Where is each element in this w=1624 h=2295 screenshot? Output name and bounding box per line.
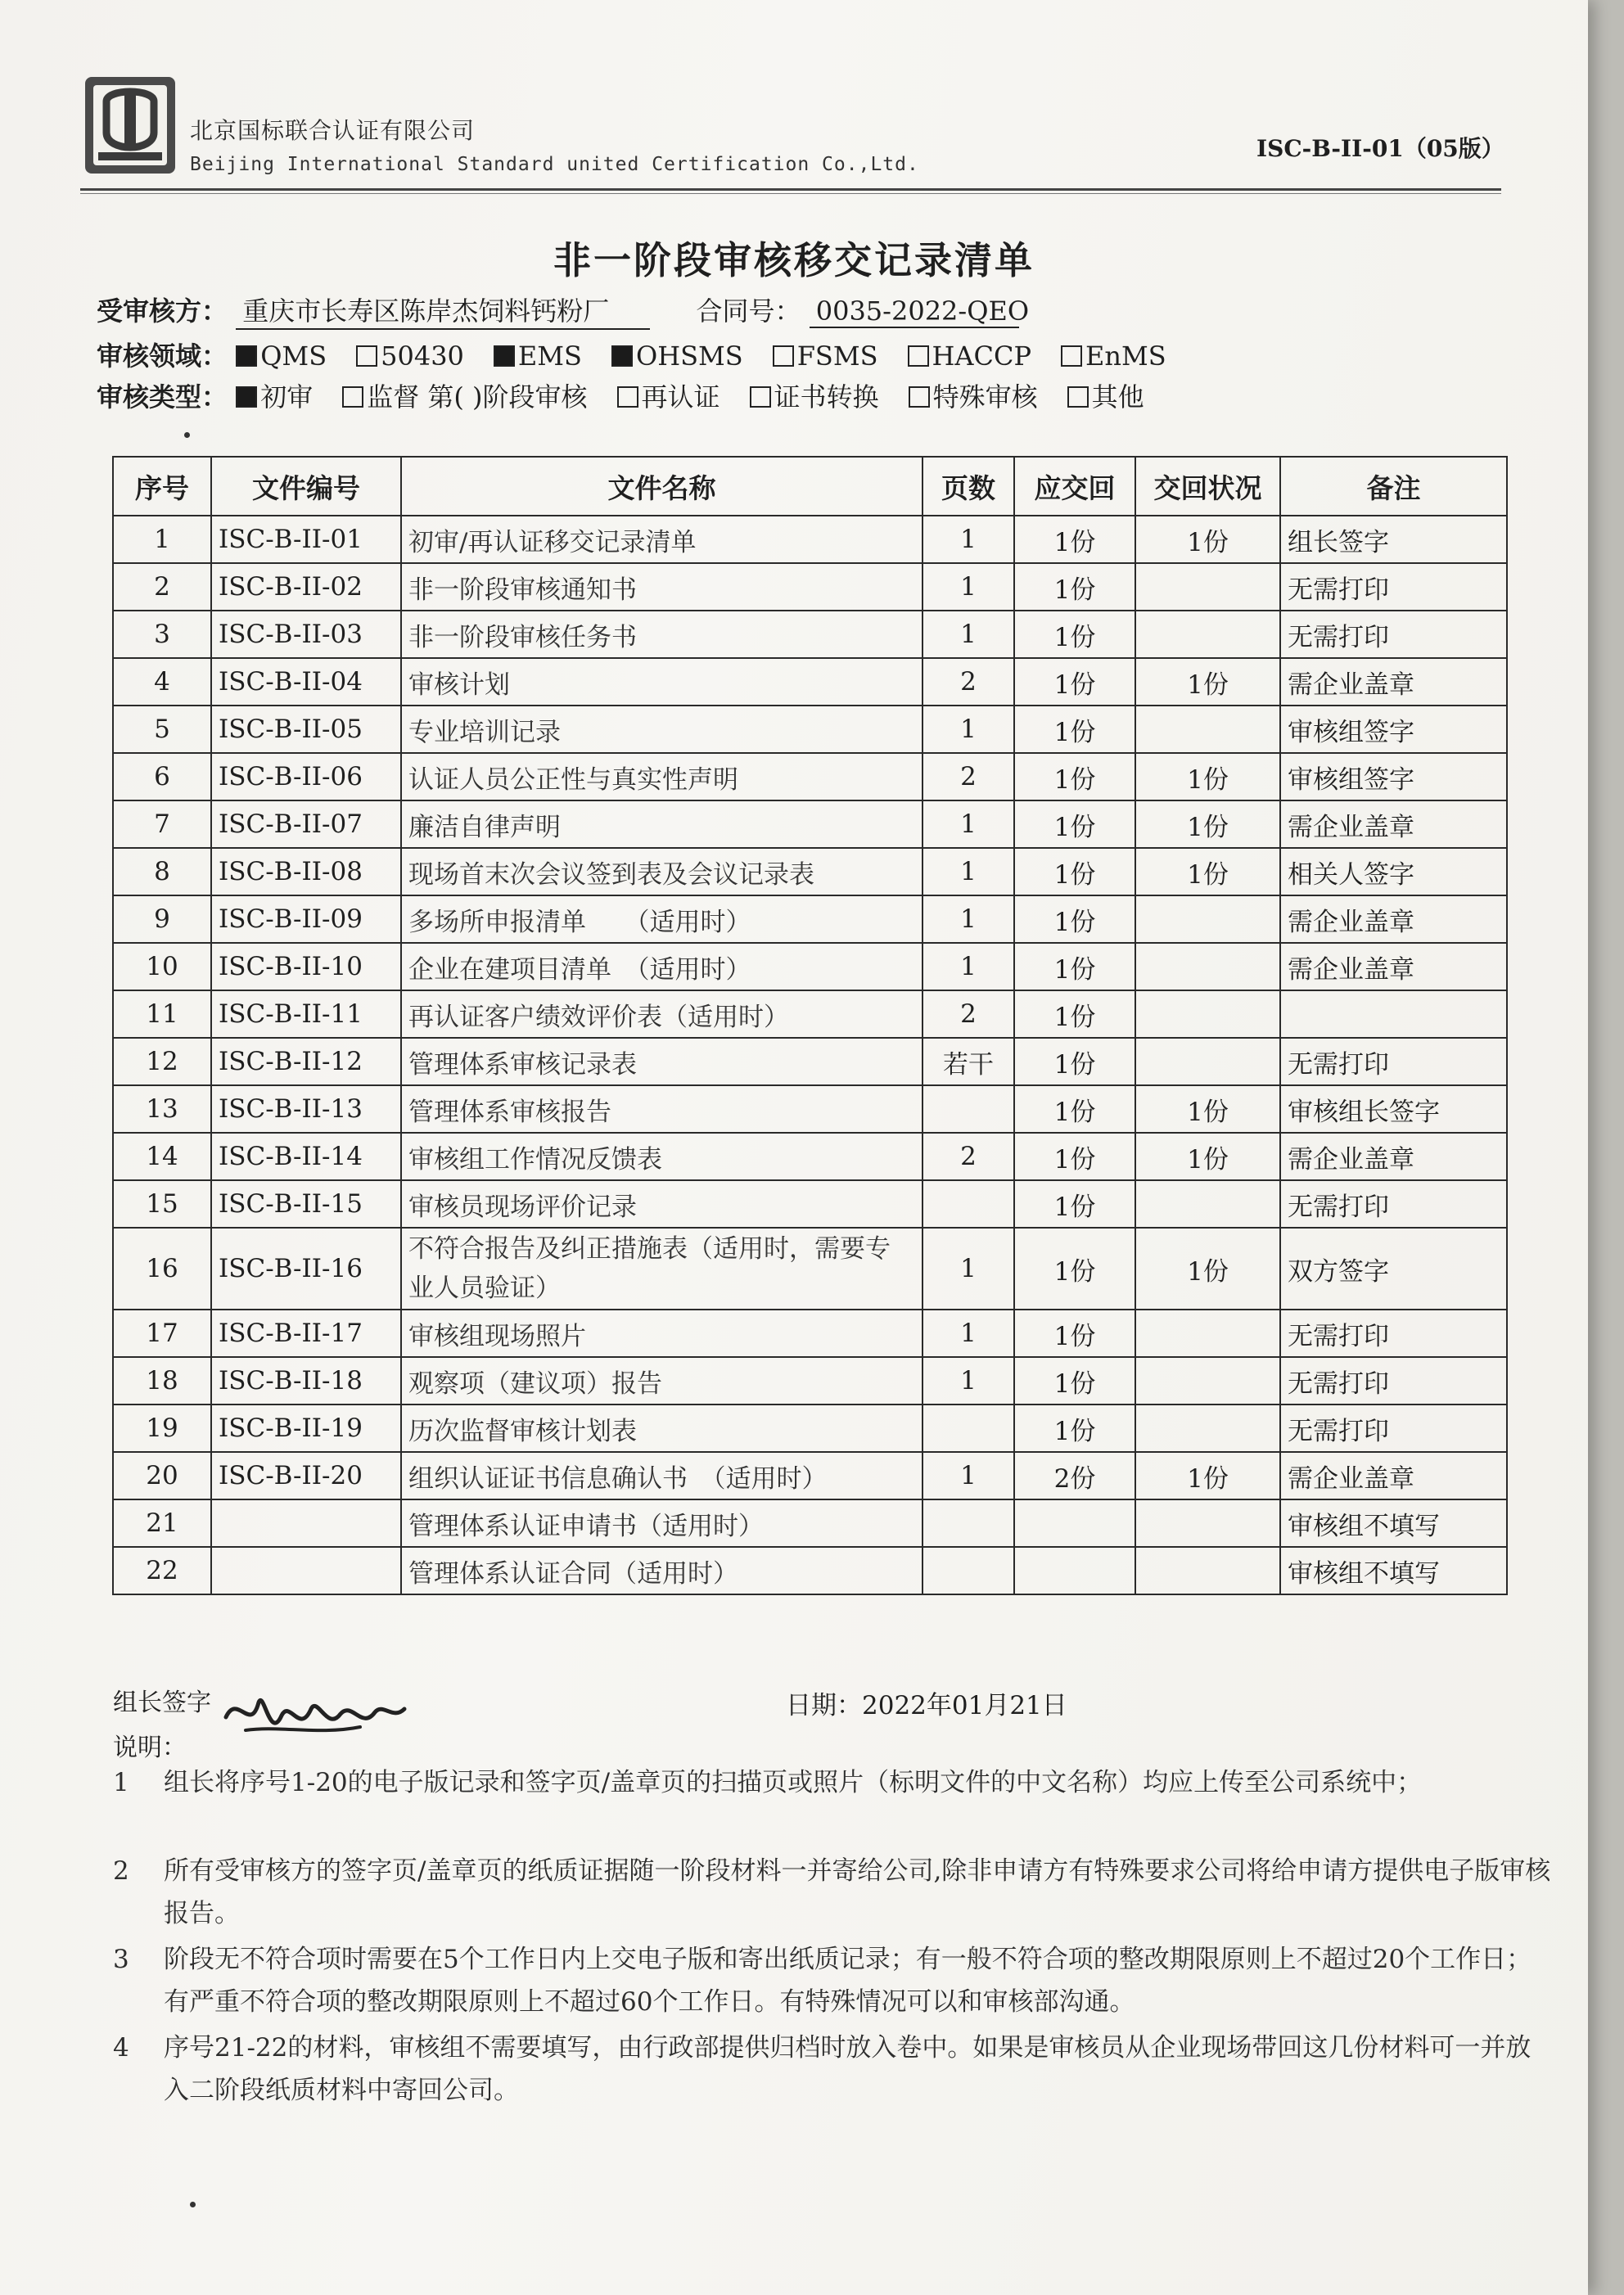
cell-pages: 1: [923, 800, 1014, 848]
table-row: [113, 1133, 1507, 1180]
cell-code: ISC-B-II-01: [211, 516, 401, 563]
table-row: [113, 611, 1507, 658]
cell-remark: 无需打印: [1280, 1405, 1507, 1452]
audit-domain-row: [97, 336, 1196, 373]
contract-label: 合同号：: [696, 295, 801, 327]
table-row: [113, 1452, 1507, 1499]
audit-domain-label: 审核领域：: [97, 340, 228, 372]
table-row: [113, 1310, 1507, 1357]
cell-name: 管理体系认证合同（适用时）: [401, 1547, 923, 1594]
cell-remark: 无需打印: [1280, 1038, 1507, 1085]
checkbox-icon[interactable]: [1061, 345, 1082, 367]
speck: [184, 432, 190, 438]
audit-domain-option[interactable]: [1061, 340, 1166, 372]
cell-returned: 1份: [1135, 753, 1280, 800]
note-item: [113, 1761, 1555, 1804]
cell-code: ISC-B-II-03: [211, 611, 401, 658]
checkbox-icon[interactable]: [617, 386, 638, 408]
cell-remark: 无需打印: [1280, 563, 1507, 611]
cell-no: 1: [113, 516, 211, 563]
cell-no: 13: [113, 1085, 211, 1133]
col-header-name: 文件名称: [401, 457, 923, 516]
audit-domain-option-label: HACCP: [932, 340, 1032, 372]
audit-domain-option[interactable]: [908, 340, 1032, 372]
header-rule: [80, 188, 1501, 191]
audit-type-option[interactable]: [750, 381, 879, 413]
cell-code: ISC-B-II-07: [211, 800, 401, 848]
cell-pages: 2: [923, 658, 1014, 706]
note-item: [113, 2027, 1555, 2112]
cell-due: 1份: [1014, 1038, 1135, 1085]
cell-remark: 需企业盖章: [1280, 943, 1507, 990]
cell-due: 1份: [1014, 753, 1135, 800]
cell-code: ISC-B-II-20: [211, 1452, 401, 1499]
transfer-record-table: [112, 456, 1508, 1595]
cell-code: ISC-B-II-05: [211, 706, 401, 753]
cell-due: 1份: [1014, 848, 1135, 895]
cell-name: 企业在建项目清单 （适用时）: [401, 943, 923, 990]
form-code: ISC-B-II-01（05版）: [1256, 135, 1504, 162]
note-text: 所有受审核方的签字页/盖章页的纸质证据随一阶段材料一并寄给公司,除非申请方有特殊要求公司将给申请方提供电子版审核报告。: [164, 1856, 1551, 1928]
cell-pages: [923, 1405, 1014, 1452]
cell-code: [211, 1547, 401, 1594]
note-number: 1: [113, 1768, 129, 1797]
cell-code: ISC-B-II-04: [211, 658, 401, 706]
checkbox-icon[interactable]: [236, 345, 257, 367]
cell-code: ISC-B-II-13: [211, 1085, 401, 1133]
cell-name: 审核组现场照片: [401, 1310, 923, 1357]
cell-no: 21: [113, 1499, 211, 1547]
cell-pages: 1: [923, 848, 1014, 895]
cell-remark: [1280, 990, 1507, 1038]
note-text: 序号21-22的材料，审核组不需要填写，由行政部提供归档时放入卷中。如果是审核员从企业现场带回这几份材料可一并放入二阶段纸质材料中寄回公司。: [164, 2033, 1532, 2105]
cell-no: 12: [113, 1038, 211, 1085]
cell-remark: 无需打印: [1280, 1357, 1507, 1405]
cell-no: 5: [113, 706, 211, 753]
cell-name: 专业培训记录: [401, 706, 923, 753]
cell-no: 2: [113, 563, 211, 611]
checkbox-icon[interactable]: [773, 345, 794, 367]
cell-returned: [1135, 1547, 1280, 1594]
cell-returned: [1135, 1499, 1280, 1547]
cell-due: 1份: [1014, 611, 1135, 658]
cell-no: 10: [113, 943, 211, 990]
cell-returned: [1135, 1310, 1280, 1357]
cell-no: 9: [113, 895, 211, 943]
cell-pages: [923, 1085, 1014, 1133]
table-row: [113, 1499, 1507, 1547]
cell-name: 审核计划: [401, 658, 923, 706]
note-item: [113, 1938, 1555, 2023]
cell-code: ISC-B-II-19: [211, 1405, 401, 1452]
speck: [190, 2202, 196, 2207]
cell-no: 11: [113, 990, 211, 1038]
audit-domain-option[interactable]: [611, 340, 743, 372]
audit-domain-option[interactable]: [236, 340, 327, 372]
cell-name: 多场所申报清单 （适用时）: [401, 895, 923, 943]
cell-name: 管理体系审核记录表: [401, 1038, 923, 1085]
cell-no: 22: [113, 1547, 211, 1594]
table-header-row: [113, 457, 1507, 516]
cell-name: 管理体系审核报告: [401, 1085, 923, 1133]
cell-returned: 1份: [1135, 848, 1280, 895]
company-logo: [82, 74, 178, 177]
note-number: 4: [113, 2033, 129, 2063]
table-row: [113, 1357, 1507, 1405]
checkbox-icon[interactable]: [909, 386, 930, 408]
audit-domain-option[interactable]: [773, 340, 878, 372]
audit-type-option[interactable]: [617, 381, 720, 413]
table-row: [113, 1038, 1507, 1085]
col-header-due: 应交回: [1014, 457, 1135, 516]
cell-pages: 1: [923, 1228, 1014, 1310]
audit-type-label: 审核类型：: [97, 381, 228, 413]
cell-name: 管理体系认证申请书（适用时）: [401, 1499, 923, 1547]
cell-remark: 需企业盖章: [1280, 895, 1507, 943]
audit-type-option[interactable]: [236, 381, 313, 413]
cell-name: 认证人员公正性与真实性声明: [401, 753, 923, 800]
cell-returned: [1135, 611, 1280, 658]
cell-name: 廉洁自律声明: [401, 800, 923, 848]
audit-domain-options: [236, 340, 1196, 372]
cell-no: 14: [113, 1133, 211, 1180]
cell-code: ISC-B-II-18: [211, 1357, 401, 1405]
table-row: [113, 753, 1507, 800]
cell-returned: [1135, 990, 1280, 1038]
audit-domain-option-label: FSMS: [796, 340, 878, 372]
audit-type-row: [97, 376, 1174, 414]
cell-pages: 1: [923, 611, 1014, 658]
table-row: [113, 1085, 1507, 1133]
cell-due: 1份: [1014, 1180, 1135, 1228]
audit-type-option-label: 证书转换: [774, 381, 879, 413]
col-header-remark: 备注: [1280, 457, 1507, 516]
checkbox-icon[interactable]: [342, 386, 363, 408]
cell-pages: 1: [923, 1357, 1014, 1405]
audit-domain-option-label: QMS: [260, 340, 327, 372]
cell-due: 1份: [1014, 943, 1135, 990]
cell-name: 现场首末次会议签到表及会议记录表: [401, 848, 923, 895]
cell-code: ISC-B-II-08: [211, 848, 401, 895]
cell-due: 1份: [1014, 1133, 1135, 1180]
cell-returned: [1135, 1357, 1280, 1405]
cell-no: 17: [113, 1310, 211, 1357]
cell-returned: 1份: [1135, 1452, 1280, 1499]
auditee-row: [97, 291, 1030, 330]
cell-remark: 需企业盖章: [1280, 1133, 1507, 1180]
cell-returned: 1份: [1135, 1085, 1280, 1133]
cell-no: 19: [113, 1405, 211, 1452]
cell-due: 1份: [1014, 563, 1135, 611]
cell-remark: 双方签字: [1280, 1228, 1507, 1310]
col-header-returned: 交回状况: [1135, 457, 1280, 516]
sign-date: 日期：2022年01月21日: [786, 1691, 1067, 1720]
cell-due: 1份: [1014, 1085, 1135, 1133]
cell-code: ISC-B-II-14: [211, 1133, 401, 1180]
cell-pages: 1: [923, 1452, 1014, 1499]
cell-pages: [923, 1499, 1014, 1547]
table-body: [113, 516, 1507, 1594]
cell-name: 非一阶段审核通知书: [401, 563, 923, 611]
leader-sign-label: 组长签字: [113, 1689, 211, 1717]
cell-name: 初审/再认证移交记录清单: [401, 516, 923, 563]
table-row: [113, 800, 1507, 848]
company-name-cn: 北京国标联合认证有限公司: [190, 117, 476, 144]
audit-domain-option[interactable]: [494, 340, 582, 372]
audit-type-option-label: 特殊审核: [932, 381, 1038, 413]
cell-due: 1份: [1014, 1405, 1135, 1452]
cell-code: ISC-B-II-15: [211, 1180, 401, 1228]
cell-no: 20: [113, 1452, 211, 1499]
cell-due: 1份: [1014, 895, 1135, 943]
table-row: [113, 1180, 1507, 1228]
cell-returned: [1135, 563, 1280, 611]
leader-signature: [221, 1684, 409, 1750]
company-name-en: Beijing International Standard united Certification Co.,Ltd.: [190, 154, 919, 175]
contract-value: 0035-2022-QEO: [810, 295, 1019, 328]
cell-name: 非一阶段审核任务书: [401, 611, 923, 658]
table-row: [113, 1547, 1507, 1594]
cell-no: 18: [113, 1357, 211, 1405]
cell-pages: 1: [923, 895, 1014, 943]
cell-returned: 1份: [1135, 658, 1280, 706]
audit-type-option[interactable]: [1067, 381, 1144, 413]
cell-pages: 2: [923, 990, 1014, 1038]
audit-domain-option[interactable]: [356, 340, 464, 372]
cell-returned: [1135, 1405, 1280, 1452]
cell-remark: 审核组签字: [1280, 706, 1507, 753]
cell-name: 审核组工作情况反馈表: [401, 1133, 923, 1180]
cell-pages: 1: [923, 943, 1014, 990]
note-item: [113, 1850, 1555, 1935]
cell-code: ISC-B-II-17: [211, 1310, 401, 1357]
table-row: [113, 706, 1507, 753]
cell-due: 1份: [1014, 990, 1135, 1038]
cell-code: ISC-B-II-10: [211, 943, 401, 990]
document-title: 非一阶段审核移交记录清单: [553, 238, 1035, 282]
auditee-value: 重庆市长寿区陈岸杰饲料钙粉厂: [236, 291, 650, 330]
cell-remark: 需企业盖章: [1280, 658, 1507, 706]
cell-name: 再认证客户绩效评价表（适用时）: [401, 990, 923, 1038]
cell-code: ISC-B-II-09: [211, 895, 401, 943]
notes-label: 说明：: [113, 1734, 187, 1762]
audit-domain-option-label: EMS: [517, 340, 582, 372]
table-row: [113, 658, 1507, 706]
table-row: [113, 848, 1507, 895]
auditee-label: 受审核方：: [97, 295, 228, 327]
checkbox-icon[interactable]: [1067, 386, 1089, 408]
audit-domain-option-label: 50430: [381, 340, 464, 372]
cell-name: 观察项（建议项）报告: [401, 1357, 923, 1405]
cell-returned: 1份: [1135, 1133, 1280, 1180]
audit-domain-option-label: EnMS: [1085, 340, 1166, 372]
checkbox-icon[interactable]: [356, 345, 377, 367]
cell-code: ISC-B-II-02: [211, 563, 401, 611]
cell-code: ISC-B-II-12: [211, 1038, 401, 1085]
cell-pages: 1: [923, 1310, 1014, 1357]
audit-type-option-label: 其他: [1091, 381, 1144, 413]
cell-returned: [1135, 1038, 1280, 1085]
cell-remark: 审核组长签字: [1280, 1085, 1507, 1133]
header-rule-thin: [80, 193, 1501, 194]
note-text: 阶段无不符合项时需要在5个工作日内上交电子版和寄出纸质记录；有一般不符合项的整改期限原则上不超过20个工作日；有严重不符合项的整改期限原则上不超过60个工作日。有特殊情况可以和审核部沟通。: [164, 1945, 1532, 2017]
cell-no: 15: [113, 1180, 211, 1228]
cell-remark: 组长签字: [1280, 516, 1507, 563]
table-row: [113, 895, 1507, 943]
cell-name: 组织认证证书信息确认书 （适用时）: [401, 1452, 923, 1499]
cell-remark: 审核组不填写: [1280, 1499, 1507, 1547]
cell-remark: 相关人签字: [1280, 848, 1507, 895]
cell-code: ISC-B-II-06: [211, 753, 401, 800]
checkbox-icon[interactable]: [236, 386, 257, 408]
cell-returned: [1135, 895, 1280, 943]
audit-type-option[interactable]: [342, 381, 587, 413]
cell-due: 1份: [1014, 800, 1135, 848]
cell-code: [211, 1499, 401, 1547]
cell-name: 审核员现场评价记录: [401, 1180, 923, 1228]
cell-returned: [1135, 943, 1280, 990]
cell-returned: 1份: [1135, 800, 1280, 848]
cell-due: 2份: [1014, 1452, 1135, 1499]
cell-remark: 审核组不填写: [1280, 1547, 1507, 1594]
audit-type-option-label: 初审: [260, 381, 314, 413]
audit-type-options: [236, 381, 1173, 413]
audit-type-option-label: 再认证: [641, 381, 720, 413]
cell-due: 1份: [1014, 1357, 1135, 1405]
cell-no: 16: [113, 1228, 211, 1310]
cell-pages: 1: [923, 516, 1014, 563]
cell-due: [1014, 1547, 1135, 1594]
cell-returned: 1份: [1135, 1228, 1280, 1310]
cell-no: 8: [113, 848, 211, 895]
checkbox-icon[interactable]: [750, 386, 771, 408]
cell-code: ISC-B-II-16: [211, 1228, 401, 1310]
cell-pages: 2: [923, 1133, 1014, 1180]
cell-due: 1份: [1014, 516, 1135, 563]
note-number: 3: [113, 1945, 129, 1974]
cell-name: 历次监督审核计划表: [401, 1405, 923, 1452]
cell-returned: [1135, 1180, 1280, 1228]
audit-type-option-label: 监督 第( )阶段审核: [367, 381, 588, 413]
cell-due: 1份: [1014, 1310, 1135, 1357]
cell-no: 6: [113, 753, 211, 800]
cell-no: 7: [113, 800, 211, 848]
table-row: [113, 1228, 1507, 1310]
cell-due: [1014, 1499, 1135, 1547]
cell-no: 4: [113, 658, 211, 706]
cell-remark: 无需打印: [1280, 1180, 1507, 1228]
cell-remark: 审核组签字: [1280, 753, 1507, 800]
audit-type-option[interactable]: [909, 381, 1038, 413]
audit-domain-option-label: OHSMS: [635, 340, 743, 372]
checkbox-icon[interactable]: [611, 345, 633, 367]
cell-pages: [923, 1180, 1014, 1228]
cell-pages: 若干: [923, 1038, 1014, 1085]
table-row: [113, 1405, 1507, 1452]
cell-pages: [923, 1547, 1014, 1594]
cell-pages: 1: [923, 563, 1014, 611]
col-header-pages: 页数: [923, 457, 1014, 516]
cell-no: 3: [113, 611, 211, 658]
cell-remark: 无需打印: [1280, 1310, 1507, 1357]
table-row: [113, 563, 1507, 611]
checkbox-icon[interactable]: [908, 345, 929, 367]
cell-pages: 1: [923, 706, 1014, 753]
table-row: [113, 516, 1507, 563]
cell-returned: 1份: [1135, 516, 1280, 563]
cell-pages: 2: [923, 753, 1014, 800]
cell-returned: [1135, 706, 1280, 753]
cell-remark: 无需打印: [1280, 611, 1507, 658]
cell-due: 1份: [1014, 658, 1135, 706]
note-text: 组长将序号1-20的电子版记录和签字页/盖章页的扫描页或照片（标明文件的中文名称）均应上传至公司系统中；: [164, 1768, 1423, 1797]
cell-due: 1份: [1014, 1228, 1135, 1310]
cell-code: ISC-B-II-11: [211, 990, 401, 1038]
checkbox-icon[interactable]: [494, 345, 515, 367]
col-header-code: 文件编号: [211, 457, 401, 516]
cell-due: 1份: [1014, 706, 1135, 753]
cell-remark: 需企业盖章: [1280, 800, 1507, 848]
cell-name: 不符合报告及纠正措施表（适用时，需要专业人员验证）: [401, 1228, 923, 1310]
note-number: 2: [113, 1856, 129, 1886]
col-header-no: 序号: [113, 457, 211, 516]
cell-remark: 需企业盖章: [1280, 1452, 1507, 1499]
table-row: [113, 943, 1507, 990]
table-row: [113, 990, 1507, 1038]
